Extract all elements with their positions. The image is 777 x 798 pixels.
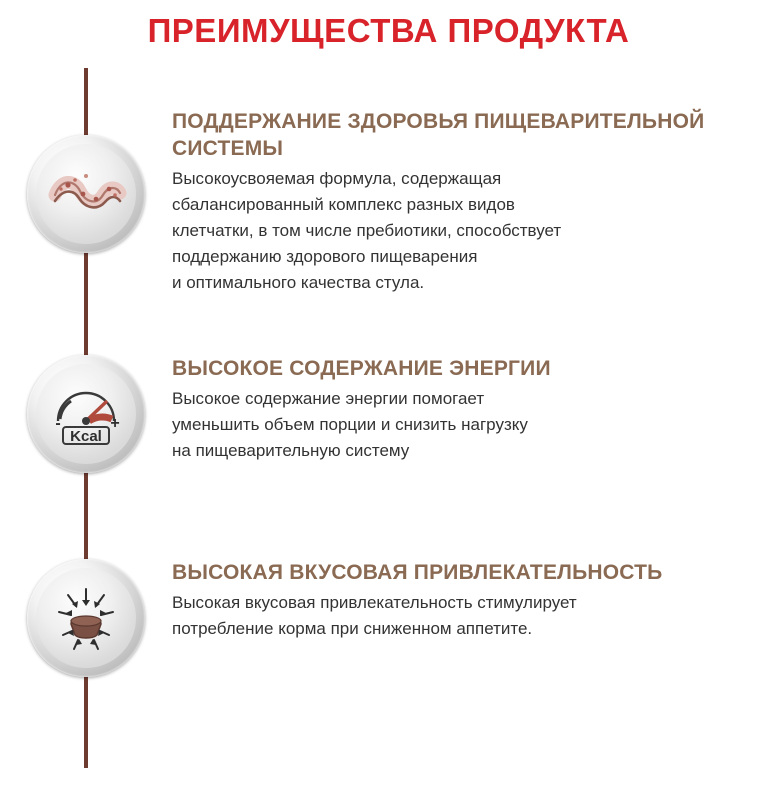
benefit-title: ВЫСОКАЯ ВКУСОВАЯ ПРИВЛЕКАТЕЛЬНОСТЬ	[172, 561, 663, 584]
benefit-text	[172, 108, 712, 296]
kcal-label: Kcal	[70, 428, 102, 445]
minus-sign: -	[55, 415, 61, 432]
benefit-text	[172, 355, 712, 464]
benefit-body: Высокоусвояемая формула, содержащая сбалансированный комплекс разных видов клетчатки, в том числе пребиотики, способствует поддержанию здорового пищеварения и оптимального качества стула.	[172, 169, 562, 292]
intestine-icon	[27, 135, 145, 253]
benefit-body: Высокое содержание энергии помогает уменьшить объем порции и снизить нагрузку на пищеварительную систему	[172, 389, 528, 460]
benefit-title: ПОДДЕРЖАНИЕ ЗДОРОВЬЯ ПИЩЕВАРИТЕЛЬНОЙ СИСТЕМЫ	[172, 110, 705, 160]
intestine-icon-art	[27, 135, 145, 253]
page-title: ПРЕИМУЩЕСТВА ПРОДУКТА	[147, 12, 630, 49]
plus-sign: +	[110, 415, 120, 432]
benefit-text	[172, 559, 712, 642]
kcal-gauge-icon	[27, 355, 145, 473]
benefit-title: ВЫСОКОЕ СОДЕРЖАНИЕ ЭНЕРГИИ	[172, 357, 551, 380]
benefit-body: Высокая вкусовая привлекательность стимулирует потребление корма при сниженном аппетите.	[172, 593, 577, 638]
kcal-gauge-icon-art	[27, 355, 145, 473]
palatability-bowl-icon	[27, 559, 145, 677]
palatability-bowl-icon-art	[27, 559, 145, 677]
